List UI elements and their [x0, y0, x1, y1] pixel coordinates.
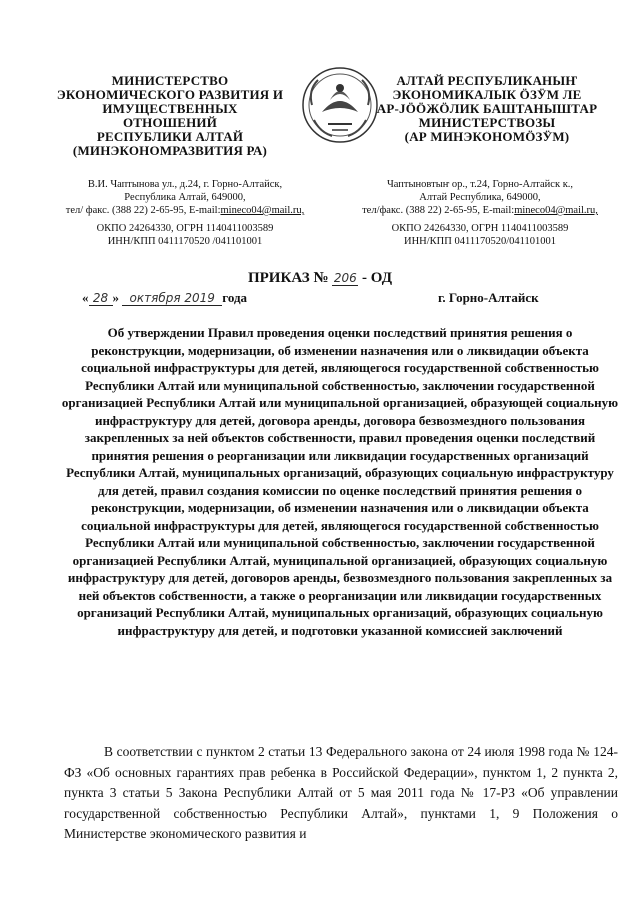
address-altai: [345, 178, 615, 217]
quote-open: «: [82, 290, 89, 305]
order-prefix: ПРИКАЗ №: [247, 270, 329, 286]
address-line: Чаптыновтыҥ ор., т.24, Горно-Алтайск к.,: [386, 179, 574, 190]
order-suffix: - ОД: [362, 270, 393, 286]
address-contact-line: [50, 204, 320, 217]
header-line: РЕСПУБЛИКИ АЛТАЙ: [96, 129, 244, 144]
registration-ids-altai: [355, 222, 605, 248]
order-city: г. Горно-Алтайск: [438, 290, 539, 305]
header-line: МИНИСТЕРСТВОЗЫ: [418, 115, 556, 130]
ministry-name-altai: [372, 74, 602, 144]
quote-close: »: [112, 290, 119, 305]
inn-kpp: ИНН/КПП 0411170520/041101001: [404, 236, 556, 247]
address-line: Республика Алтай, 649000,: [124, 192, 246, 203]
header-line: ИМУЩЕСТВЕННЫХ ОТНОШЕНИЙ: [102, 101, 238, 130]
address-line: Алтай Республика, 649000,: [419, 192, 541, 203]
date-suffix: года: [222, 290, 248, 305]
altai-coat-of-arms-emblem: [300, 60, 380, 150]
email-link[interactable]: mineco04@mail.ru,: [220, 205, 305, 216]
okpo-ogrn: ОКПО 24264330, ОГРН 1140411003589: [391, 223, 569, 234]
order-subject: Об утверждении Правил проведения оценки последствий принятия решения о реконструкции, модернизации, об изменении назначения или о ликвидации объекта социальной инфраструктуры для детей, являющегося государственной собственностью Республики Алтай или муниципальной собственностью, заключении государственной организацией Республики Алтай или муниципальной организацией, образующей социальную инфраструктуру для детей, договора аренды, договора безвозмездного пользования закрепленных за ней объектов собственности, правил проведения оценки последствий принятия решения о реорганизации или ликвидации государственных организаций Республики Алтай, муниципальных организаций, образующих социальную инфраструктуру для детей, правил создания комиссии по оценке последствий принятия решения о реконструкции, модернизации, об изменении назначения или о ликвидации объекта социальной инфраструктуры для детей, являющегося государственной собственностью Республики Алтай или муниципальной собственностью, заключении государственной организацией Республики Алтай, муниципальной организацией, образующих социальную инфраструктуру для детей, договоров аренды, безвозмездного пользования закрепленных за ней объектов собственности, а также о реорганизации или ликвидации государственных организаций Республики Алтай, муниципальных организаций, образующих социальную инфраструктуру для детей, и подготовки указанной комиссией заключений: [61, 325, 619, 638]
phone-fax: тел/факс. (388 22) 2-65-95, E-mail:: [362, 205, 515, 216]
email-link[interactable]: mineco04@mail.ru,: [514, 205, 598, 216]
order-body-paragraph: В соответствии с пунктом 2 статьи 13 Федерального закона от 24 июля 1998 года № 124-ФЗ «Об основных гарантиях прав ребенка в Российской Федерации», пунктом 1, 2 пункта 2, пункта 3 статьи 5 Закона Республики Алтай от 5 мая 2011 года № 17-РЗ «Об управлении государственной собственностью Республики Алтай», пунктами 1, 9 Положения о Министерстве экономического развития и: [64, 744, 618, 841]
header-line: (МИНЭКОНОМРАЗВИТИЯ РА): [72, 143, 268, 158]
header-line: АР-JÖÖЖÖЛИК БАШТАНЫШТАР: [376, 101, 598, 116]
header-line: ЭКОНОМИЧЕСКОГО РАЗВИТИЯ И: [56, 87, 284, 102]
address-line: В.И. Чаптынова ул., д.24, г. Горно-Алтайск,: [87, 179, 283, 190]
registration-ids-russian: [60, 222, 310, 248]
header-line: АЛТАЙ РЕСПУБЛИКАНЫҤ: [396, 73, 578, 88]
ministry-name-russian: [55, 74, 285, 158]
header-line: ЭКОНОМИКАЛЫК ÖЗӰМ ЛЕ: [392, 87, 582, 102]
header-line: МИНИСТЕРСТВО: [111, 73, 229, 88]
address-contact-line: [345, 204, 615, 217]
date-day: 28: [89, 291, 113, 306]
phone-fax: тел/ факс. (388 22) 2-65-95, E-mail:: [65, 205, 221, 216]
inn-kpp: ИНН/КПП 0411170520 /041101001: [107, 236, 263, 247]
order-title: [0, 270, 640, 287]
order-date: [82, 290, 247, 306]
address-russian: [50, 178, 320, 217]
date-month-year: октября 2019: [122, 291, 222, 306]
header-line: (АР МИНЭКОНОМÖЗӰМ): [404, 129, 570, 144]
order-number: 206: [333, 271, 357, 285]
okpo-ogrn: ОКПО 24264330, ОГРН 1140411003589: [96, 223, 274, 234]
